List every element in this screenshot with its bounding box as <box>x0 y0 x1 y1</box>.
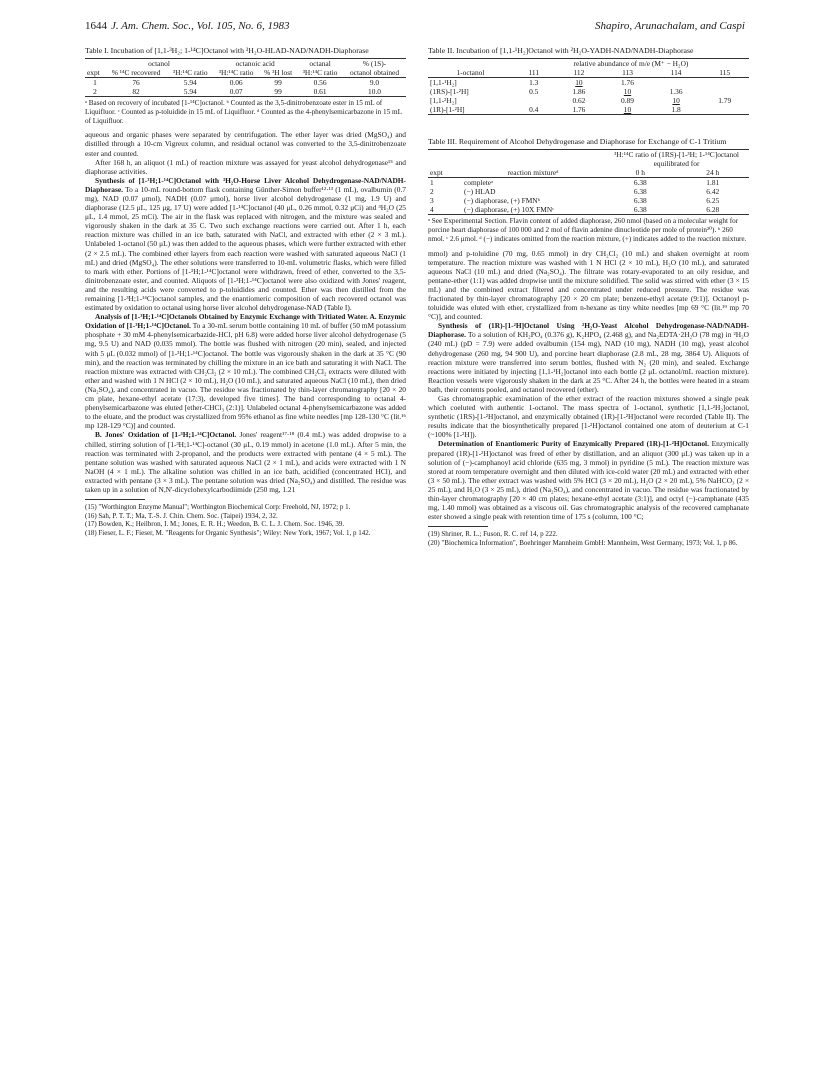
table-cell: 0.06 <box>229 78 243 88</box>
footnote-divider <box>85 499 145 500</box>
table-cell: completeᵃ <box>464 178 494 188</box>
t3-col-mixture: reaction mixtureᵈ <box>507 168 559 178</box>
section-heading: B. Jones' Oxidation of [1-³H;1-¹⁴C]Octanol. <box>95 430 237 440</box>
left-column <box>85 46 406 537</box>
table-cell <box>513 96 555 105</box>
reference-item: (18) Fieser, L. F.; Fieser, M. "Reagents for Organic Synthesis"; Wiley: New York, 1967; Vol. 1, p 142. <box>85 528 371 537</box>
table-cell: 2 <box>430 187 434 197</box>
t1-col-expt: expt <box>87 68 100 78</box>
table-row <box>428 78 749 88</box>
paragraph-body: To a 30-mL serum bottle containing 10 mL of buffer (50 mM potassium phosphate + 30 mM 4-phenylsemicarbazide-HCl, pH 6.8) were added horse liver alcohol dehydrogenase (5 mg, 9.5 U) and NAD (0.035 mmol). The bottle was flushed with nitrogen (20 min), sealed, and injected with 5 μL (0.032 mmol) of [1-³H;1-¹⁴C]octanol. The bottle was vigorously shaken in the dark at 35 °C (90 min), and the reaction was terminated by chilling the mixture in an ice bath and saturating it with NaCl. The reaction mixture was extracted with CH₂Cl₂ (2 × 10 mL). The combined CH₂Cl₂ extracts were diluted with ether and washed with 1 N HCl (2 × 10 mL), H₂O (10 mL), and saturated aqueous NaCl (10 mL), then dried (Na₂SO₄), and concentrated in vacuo. The residue was fractionated by thin-layer chromatography [20 × 20 cm plate, hexane-ethyl acetate (17:3), developed five times]. The band corresponding to octanal 4-phenylsemicarbazone was eluted [ether-CHCl₃ (2:1)]. Unlabeled octanal 4-phenylsemicarbazone was added to the eluate, and the product was crystallized from 95% ethanol as fine white needles [mp 128-130 °C (lit.¹⁶ mp 128-129 °C)] and counted. <box>85 321 407 431</box>
references-left <box>85 503 406 537</box>
paragraph-body: To a solution of KH₂PO₄ (0.376 g), K₂HPO₄ (2.468 g), and Na₂EDTA·2H₂O (78 mg) in ²H₂O (240 mL) (pD = 7.9) were added ovalbumin (154 mg), NAD (10 mg), NADH (10 mg), yeast alcohol dehydrogenase (260 mg, 94 900 U), and porcine heart diaphorase (2.8 mL, 28 mg, 3864 U). Aliquots of reaction mixture were transferred into serum bottles, flushed with N₂ (20 min), and sealed. Exchange reactions were initiated by injecting [1,1-¹H₂]octanol into each bottle (2 μL octanol/mL reaction mixture). Reaction vessels were vigorously shaken in the dark at 25 °C. After 24 h, the bottles were heated in a steam bath, their contents pooled, and octanol recovered (ether). <box>428 330 749 394</box>
t1-col-obtained: octanol obtained <box>349 68 400 78</box>
table-cell: [1,1-²H₂] <box>430 96 457 106</box>
table-cell: [1,1-¹H₂] <box>430 78 457 88</box>
table-cell <box>700 87 749 96</box>
t1-col-ratio-d: ³H:¹⁴C ratio <box>302 68 338 78</box>
references-right <box>428 530 749 547</box>
table-cell <box>700 78 749 88</box>
table-cell: 1.76 <box>621 78 634 88</box>
table-row <box>428 187 749 196</box>
table-row <box>428 87 749 96</box>
table-2 <box>428 46 749 115</box>
table-cell: 1.3 <box>529 78 539 88</box>
reference-item: (19) Shriner, R. L.; Fuson, R. C. ref 14, p 222. <box>428 530 558 539</box>
table-cell: 6.38 <box>633 205 647 215</box>
reference-item: (20) "Biochemica Information", Boehringer Mannheim GmbH: Mannheim, West Germany, 1973; Vol. 1, p 86. <box>428 538 738 547</box>
table-1-footnote: ᵃ Based on recovery of incubated [1-¹⁴C]octanol. ᵇ Counted as the 3,5-dinitrobenzoate ester in 15 mL of Liquifluor. ᶜ Counted as p-toluidide in 15 mL of Liquifluor. ᵈ Counted as the 4-phenylsemicarbazone in 15 mL of Liquifluor. <box>85 99 402 125</box>
table-cell: 6.25 <box>706 196 720 206</box>
table-cell: 1.86 <box>572 87 586 97</box>
section-heading: Determination of Enantiomeric Purity of Enzymically Prepared (1R)-[1-²H]Octanol. <box>438 439 709 449</box>
t2-col-112: 112 <box>573 68 585 78</box>
table-3-grid <box>428 149 749 215</box>
table-cell: 1.8 <box>671 105 681 115</box>
table-2-title: Table II. Incubation of [1,1-¹H₂]Octanol with ²H₂O-YADH-NAD/NADH-Diaphorase <box>428 46 694 55</box>
table-cell: 1.76 <box>572 105 586 115</box>
table-cell: 5.94 <box>183 87 197 97</box>
paragraph: aqueous and organic phases were separated by centrifugation. The ether layer was dried (MgSO₄) and distilled through a 10-cm Vigreux column, and residual octanol was converted to the 3,5-dinitrobenzoate ester and counted. <box>85 130 406 158</box>
table-cell: 0.4 <box>529 105 539 115</box>
t1-col-ratio-b: ³H:¹⁴C ratio <box>172 68 208 78</box>
table-cell: 10 <box>575 78 583 88</box>
t2-col-octanol: 1-octanol <box>456 68 485 78</box>
table-row <box>428 105 749 115</box>
t1-col-recovered: % ¹⁴C recovered <box>111 68 161 78</box>
footnote-divider <box>428 526 488 527</box>
table-3-footnote: ᵃ See Experimental Section. Flavin content of added diaphorase, 260 nmol (based on a molecular weight for porcine heart diaphorase of 100 000 and 2 mol of flavin adenine dinucleotide per mole of protein²⁰). ᵇ 260 nmol. ᶜ 2.6 μmol. ᵈ (−) indicates omitted from the reaction mixture, (+) indicates added to the reaction mixture. <box>428 217 747 243</box>
table-cell: 1.79 <box>718 96 732 106</box>
table-cell: 10 <box>623 87 632 97</box>
table-cell: (−) HLAD <box>464 187 496 197</box>
table-cell: 0.07 <box>229 87 243 97</box>
table-cell: (−) diaphorase, (+) 10X FMNᶜ <box>464 205 555 215</box>
table-cell <box>700 105 749 115</box>
paragraph: After 168 h, an aliquot (1 mL) of reaction mixture was assayed for yeast alcohol dehydrogenase¹⁵ and diaphorase activities. <box>85 157 406 176</box>
t3-group-header: ³H:¹⁴C ratio of (1RS)-[1-³H; 1-¹⁴C]octanol equilibrated for <box>614 150 739 169</box>
t3-col-24h: 24 h <box>706 168 720 178</box>
table-cell: 82 <box>132 87 140 97</box>
paragraph-body: Jones' reagent¹⁷·¹⁸ (0.4 mL) was added dropwise to a chilled, stirring solution of [1-³H;1-¹⁴C]-octanol (30 μL, 0.19 mmol) in acetone (1.0 mL). After 5 min, the reaction was terminated with 2-propanol, and the products were extracted with pentane (4 × 5 mL). The pentane solution was washed with saturated aqueous NaCl (2 × 1 mL), and acids were extracted with 1 N NaOH (4 × 1 mL). The alkaline solution was chilled in an ice bath, acidified (concentrated HCl), and extracted with pentane (3 × 3 mL). The pentane solution was dried (Na₂SO₄) and distilled. The residue was taken up in a solution of N,N'-dicyclohexylcarbodiimide (250 mg, 1.21 <box>85 430 407 494</box>
table-row <box>428 178 749 188</box>
t2-group-header: relative abundance of m/e (M⁺ − H₂O) <box>573 59 689 69</box>
t3-col-expt: expt <box>430 168 443 178</box>
paragraph-body: To a 10-mL round-bottom flask containing Günther-Simon buffer¹²·¹³ (1 mL), ovalbumin (0.7 mg), NAD (0.07 μmol), NADH (0.07 μmol), horse liver alcohol dehydrogenase (1 mg, 1.9 U) and diaphorase (12.5 μL, 125 μg, 17 U) were added [1-¹⁴C]octanol (40 μL, 0.26 mmol, 0.32 μCi) and ³H₂O (25 μL, 1.4 mmol, 25 mCi). The air in the flask was replaced with nitrogen, and the mixture was sealed and vigorously shaken in the dark at 35 C. Two such exchange reactions were carried out. After 1 h, each reaction mixture was chilled in an ice bath, saturated with NaCl, and extracted with ether (2 × 3 mL). Unlabeled 1-octanol (50 μL) was then added to the aqueous phases, which were further extracted with ether (2 × 2.5 mL). The combined ether layers from each reaction were washed with saturated aqueous NaCl (1 mL) and dried (MgSO₄). The ether solutions were transferred to 10-mL volumetric flasks, which were filled to mark with ether. Portions of [1-³H;1-¹⁴C]octanol were withdrawn, freed of ether, converted to the 3,5-dinitrobenzoate ester, and counted. Aliquots of [1-³H;1-¹⁴C]octanol were also oxidized with Jones' reagent, and the resulting acids were converted to p-toluidides and counted. Ether was then distilled from the remaining [1-³H;1-¹⁴C]octanol samples, and the enantiomeric composition of each recovered octanol was estimated by oxidation to octanal using horse liver alcohol dehydrogenase-NAD (Table I). <box>85 184 407 313</box>
table-cell <box>652 78 701 88</box>
t1-group-octanol: octanol <box>148 59 170 69</box>
table-cell: 6.38 <box>633 196 647 206</box>
table-cell: 6.42 <box>706 187 720 197</box>
table-row <box>85 78 406 88</box>
paragraph-body: Enzymically prepared (1R)-[1-²H]octanol was freed of ether by distillation, and an aliquot (300 μL) was taken up in a solution of (−)-camphanoyl acid chloride (635 mg, 3 mmol) in pyridine (5 mL). The reaction mixture was stored at room temperature overnight and then diluted with ice-cold water (20 mL) and extracted with ether (3 × 50 mL). The ether extract was washed with 5% HCl (3 × 20 mL), H₂O (2 × 20 mL), 5% NaHCO₃ (2 × 25 mL), and H₂O (3 × 25 mL), dried (Na₂SO₄), and concentrated in vacuo. The residue was fractionated by thin-layer chromatography [20 × 40 cm plates; hexane-ethyl acetate (3:1)], and octyl (−)-camphanate (435 mg, 1.40 mmol) was obtained as a viscous oil. Gas chromatographic analysis of the recovered camphanate ester showed a single peak with retention time of 175 s (column, 100 °C; <box>428 439 749 522</box>
running-header <box>85 20 745 34</box>
section-heading: Synthesis of (1R)-[1-²H]Octanol Using ²H₂O-Yeast Alcohol Dehydrogenase-NAD/NADH-Diaphorase. <box>428 321 749 340</box>
table-1-grid <box>85 58 406 97</box>
table-row <box>428 205 749 215</box>
t2-col-115: 115 <box>719 68 731 78</box>
table-cell: (1R)-[1-²H] <box>430 105 465 115</box>
table-cell: 99 <box>274 87 282 97</box>
paragraph: mmol) and p-toluidine (70 mg, 0.65 mmol) in dry CH₂Cl₂ (10 mL) and shaken overnight at room temperature. The reaction mixture was washed with 1 N HCl (2 × 10 mL), H₂O (10 mL), and saturated aqueous NaCl (10 mL) and dried (Na₂SO₄). The filtrate was rotary-evaporated to an oily residue, and pentane-ether (1:1) was added dropwise until the mixture solidified. The solid was stirred with ether (3 × 15 mL) and the combined extract filtered and concentrated under reduced pressure. The residue was fractionated by thin-layer chromatography [20 × 20 cm plate; benzene-ethyl acetate (9:1)]. Octanoyl p-toluidide was eluted with ether, crystallized from n-hexane as tiny white needles [mp 69 °C (lit.¹⁹ mp 70 °C)], and counted. <box>428 248 749 322</box>
table-cell: 1 <box>430 178 434 188</box>
table-cell: 6.38 <box>633 178 647 188</box>
paragraph <box>428 321 749 394</box>
table-1 <box>85 46 406 125</box>
table-3 <box>428 137 749 243</box>
table-cell: 5.94 <box>183 78 197 88</box>
table-1-title: Table I. Incubation of [1,1-³H₂; 1-¹⁴C]Octanol with ³H₂O-HLAD-NAD/NADH-Diaphorase <box>85 46 369 55</box>
t1-group-s: % (1S)- <box>362 59 387 69</box>
journal-citation: J. Am. Chem. Soc., Vol. 105, No. 6, 1983 <box>111 20 290 32</box>
table-cell: 9.0 <box>369 78 380 88</box>
table-cell: 3 <box>430 196 434 206</box>
header-left <box>85 20 290 32</box>
table-row <box>85 87 406 97</box>
table-cell: (1RS)-[1-²H] <box>430 87 469 97</box>
table-cell: 99 <box>274 78 282 88</box>
table-3-title: Table III. Requirement of Alcohol Dehydrogenase and Diaphorase for Exchange of C-1 Tritium <box>428 137 727 147</box>
table-cell: 1 <box>93 78 97 88</box>
paragraph <box>85 312 406 430</box>
table-row <box>428 96 749 105</box>
table-cell: 1.36 <box>669 87 683 97</box>
header-authors: Shapiro, Arunachalam, and Caspi <box>594 20 745 32</box>
t2-col-113: 113 <box>622 68 633 78</box>
table-cell: 76 <box>132 78 140 88</box>
table-cell: 6.28 <box>706 205 720 215</box>
reference-item: (17) Bowden, K.; Heilbron, I. M.; Jones, E. R. H.; Weedon, B. C. L. J. Chem. Soc. 1946, 39. <box>85 520 345 529</box>
table-cell: 4 <box>430 205 434 215</box>
table-cell: 10 <box>672 96 680 106</box>
table-cell: (−) diaphorase, (+) FMNᵇ <box>464 196 540 206</box>
section-heading: Analysis of [1-³H;1-¹⁴C]Octanols Obtained by Enzymic Exchange with Tritiated Water. A. Enzymic Oxidation of [1-³H;1-¹⁴C]Octanol. <box>85 312 406 331</box>
table-cell: 6.38 <box>633 187 647 197</box>
t3-col-0h: 0 h <box>635 168 645 178</box>
table-cell: 0.62 <box>572 96 586 106</box>
table-cell: 1.81 <box>706 178 720 188</box>
t1-group-octanal: octanal <box>309 59 331 69</box>
t2-col-114: 114 <box>670 68 682 78</box>
paragraph <box>85 176 406 312</box>
t1-col-lost: % ³H lost <box>264 68 293 78</box>
table-cell: 0.61 <box>313 87 327 97</box>
table-cell: 10.0 <box>368 87 381 97</box>
table-cell: 2 <box>93 87 97 97</box>
paragraph <box>85 430 406 494</box>
table-cell: 0.5 <box>529 87 539 97</box>
t1-group-acid: octanoic acid <box>235 59 275 69</box>
t1-col-ratio-c: ³H:¹⁴C ratio <box>218 68 254 78</box>
reference-item: (16) Sah, P. T. T.; Ma, T.-S. J. Chin. Chem. Soc. (Taipei) 1934, 2, 32. <box>85 511 278 520</box>
table-row <box>428 196 749 205</box>
table-cell: 0.89 <box>621 96 634 106</box>
table-2-grid <box>428 58 749 115</box>
table-cell: 0.56 <box>313 78 327 88</box>
reference-item: (15) "Worthington Enzyme Manual"; Worthington Biochemical Corp: Freehold, NJ, 1972; p 1. <box>85 503 351 512</box>
paragraph: Gas chromatographic examination of the ether extract of the reaction mixtures showed a single peak which coeluted with authentic 1-octanol. The mass spectra of 1-octanol, synthetic [1,1-²H₂]octanol, synthetic (1RS)-[1-²H]octanol, and enzymically obtained (1R)-[1-²H]octanol were recorded (Table II). The results indicate that the biosynthetically prepared [1-²H]octanol contained one atom of deuterium at C-1 (~100% [1-²H]). <box>428 394 749 440</box>
section-heading: Synthesis of [1-³H;1-¹⁴C]Octanol with ³H₂O-Horse Liver Alcohol Dehydrogenase-NAD/NADH-Diaphorase. <box>85 175 406 194</box>
right-column <box>428 46 749 547</box>
table-cell: 10 <box>623 105 632 115</box>
t2-col-111: 111 <box>528 68 540 78</box>
paragraph <box>428 439 749 521</box>
page-number: 1644 <box>85 20 107 32</box>
